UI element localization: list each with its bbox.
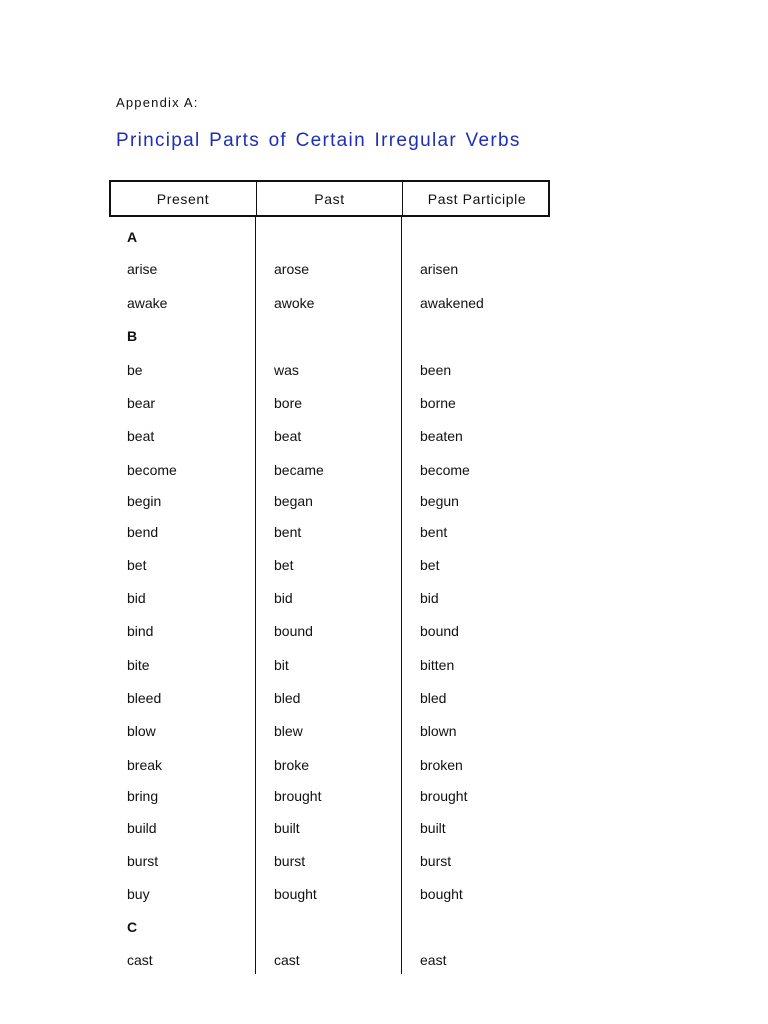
cell-present: bid [127,590,146,606]
header-present: Present [110,181,257,216]
cell-past-participle: arisen [420,261,459,277]
cell-past: became [274,462,324,478]
appendix-label: Appendix A: [116,95,199,110]
letter-heading-row [109,915,550,939]
table-row [109,784,550,808]
cell-past: blew [274,723,303,739]
letter-heading: A [127,229,138,245]
table-row [109,358,550,382]
cell-past-participle: begun [420,493,459,509]
table-row [109,948,550,972]
cell-present: bet [127,557,147,573]
cell-present: become [127,462,177,478]
cell-past: cast [274,952,300,968]
cell-past-participle: blown [420,723,457,739]
cell-past: bled [274,690,301,706]
cell-past-participle: bid [420,590,439,606]
letter-heading-row [109,225,550,249]
cell-past-participle: awakened [420,295,484,311]
cell-past: bound [274,623,313,639]
cell-past: bought [274,886,317,902]
cell-past-participle: burst [420,853,452,869]
table-row [109,458,550,482]
cell-past-participle: bent [420,524,448,540]
cell-past: burst [274,853,306,869]
table-row [109,553,550,577]
cell-present: bear [127,395,156,411]
table-header-row [109,180,550,217]
header-past: Past [257,181,403,216]
cell-past-participle: east [420,952,447,968]
cell-present: burst [127,853,159,869]
cell-past-participle: bet [420,557,440,573]
cell-past: brought [274,788,322,804]
cell-past-participle: bought [420,886,463,902]
cell-present: bring [127,788,159,804]
table-row [109,391,550,415]
table-row [109,257,550,281]
cell-present: bend [127,524,159,540]
cell-past-participle: bound [420,623,459,639]
cell-present: arise [127,261,158,277]
cell-present: buy [127,886,150,902]
table-row [109,816,550,840]
cell-past-participle: built [420,820,446,836]
cell-past: bet [274,557,294,573]
cell-past-participle: bled [420,690,447,706]
table-row [109,291,550,315]
cell-past-participle: brought [420,788,468,804]
table-row [109,424,550,448]
cell-present: cast [127,952,153,968]
cell-past-participle: borne [420,395,456,411]
cell-past: bore [274,395,303,411]
cell-present: bite [127,657,150,673]
header-past-participle: Past Participle [427,190,527,207]
cell-past-participle: bitten [420,657,455,673]
cell-past: arose [274,261,310,277]
cell-present: break [127,757,163,773]
table-row [109,753,550,777]
cell-present: beat [127,428,155,444]
cell-past: bit [274,657,289,673]
table-row [109,619,550,643]
letter-heading: B [127,328,138,344]
letter-heading: C [127,919,138,935]
table-body [109,217,550,974]
cell-past-participle: broken [420,757,463,773]
cell-present: begin [127,493,162,509]
table-row [109,849,550,873]
cell-present: bleed [127,690,162,706]
cell-past-participle: beaten [420,428,463,444]
cell-past: awoke [274,295,315,311]
document-title: Principal Parts of Certain Irregular Verbs [116,130,521,151]
cell-past: beat [274,428,302,444]
table-row [109,520,550,544]
cell-past-participle: been [420,362,452,378]
letter-heading-row [109,324,550,348]
cell-past: broke [274,757,310,773]
table-row [109,653,550,677]
table-row [109,719,550,743]
cell-past: built [274,820,300,836]
cell-past-participle: become [420,462,470,478]
cell-past: bid [274,590,293,606]
cell-present: blow [127,723,156,739]
cell-present: bind [127,623,154,639]
table-row [109,686,550,710]
table-row [109,882,550,906]
table-row [109,489,550,513]
cell-present: build [127,820,157,836]
cell-past: bent [274,524,302,540]
cell-past: began [274,493,313,509]
cell-past: was [274,362,299,378]
cell-present: be [127,362,143,378]
cell-present: awake [127,295,168,311]
irregular-verbs-table [109,180,550,974]
table-row [109,586,550,610]
